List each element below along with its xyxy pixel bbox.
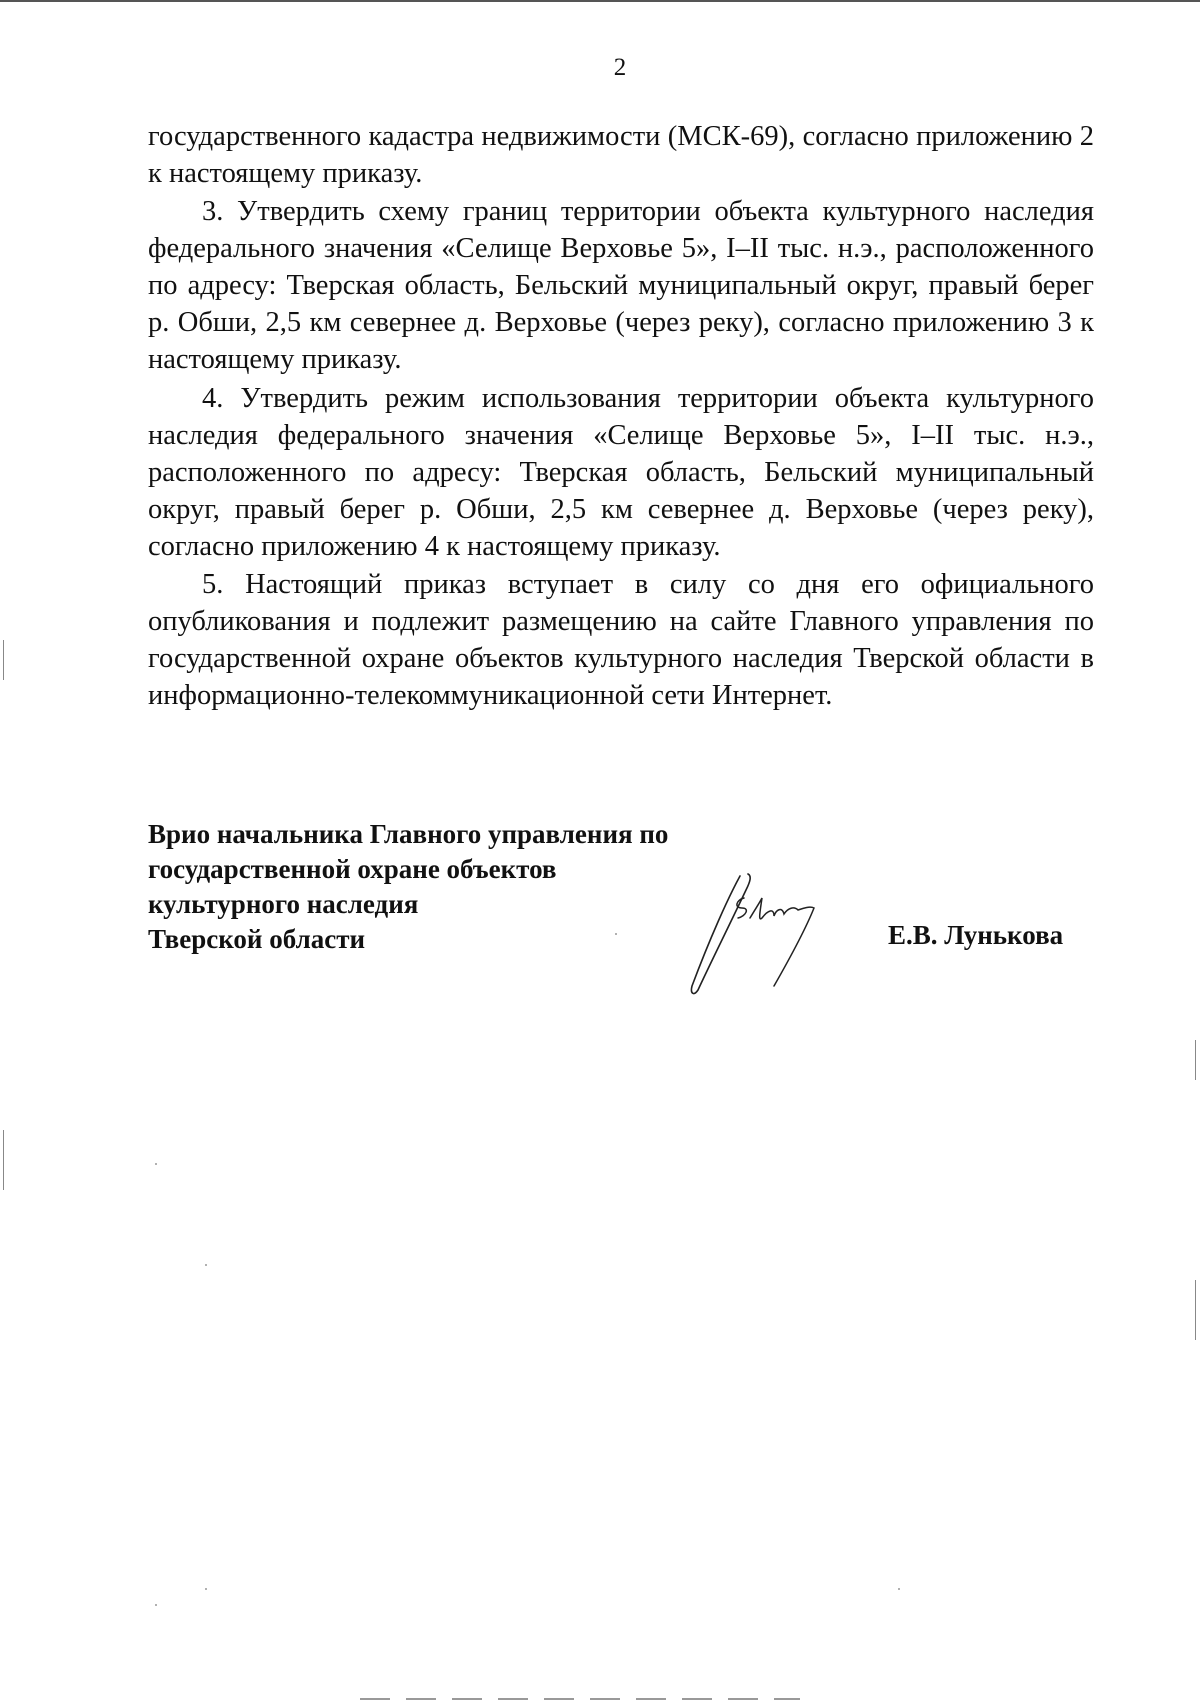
scan-speck [155,1604,157,1606]
scan-speck [898,1588,900,1590]
scan-speck [205,1588,207,1590]
signatory-position-line: культурного наследия [148,889,419,919]
signatory-position [148,817,668,957]
scan-speck [615,933,617,935]
scan-speck [205,1264,207,1266]
scan-bottom-edge [360,1698,800,1700]
scan-speck [155,1163,157,1165]
signatory-position-line: государственной охране объектов [148,854,557,884]
scan-top-edge [0,0,1200,2]
handwritten-signature [680,868,850,1013]
signatory-name: Е.В. Лунькова [888,920,1064,950]
signatory-position-line: Врио начальника Главного управления по [148,819,669,849]
paragraph-item-5: 5. Настоящий приказ вступает в силу со дня его официального опубликования и подлежит размещению на сайте Главного управления по государственной охране объектов культурного наследия Тверской области в информационно-телекоммуникационной сети Интернет. [148,569,1094,711]
scan-edge-mark [3,640,4,680]
paragraph-continuation: государственного кадастра недвижимости (МСК-69), согласно приложению 2 к настоящему приказу. [148,121,1094,189]
signatory-position-line: Тверской области [148,924,366,954]
scan-edge-mark [1195,1040,1196,1080]
paragraph-item-3: 3. Утвердить схему границ территории объекта культурного наследия федерального значения «Селище Верховье 5», I–II тыс. н.э., расположенного по адресу: Тверская область, Бельский муниципальный округ, правый берег р. Обши, 2,5 км севернее д. Верховье (через реку), согласно приложению 3 к настоящему приказу. [148,196,1094,375]
scan-edge-mark [1195,1280,1196,1340]
scan-edge-mark [3,1130,4,1190]
page-number: 2 [613,54,627,81]
paragraph-item-4: 4. Утвердить режим использования территории объекта культурного наследия федерального значения «Селище Верховье 5», I–II тыс. н.э., расположенного по адресу: Тверская область, Бельский муниципальный округ, правый берег р. Обши, 2,5 км севернее д. Верховье (через реку), согласно приложению 4 к настоящему приказу. [148,383,1094,562]
